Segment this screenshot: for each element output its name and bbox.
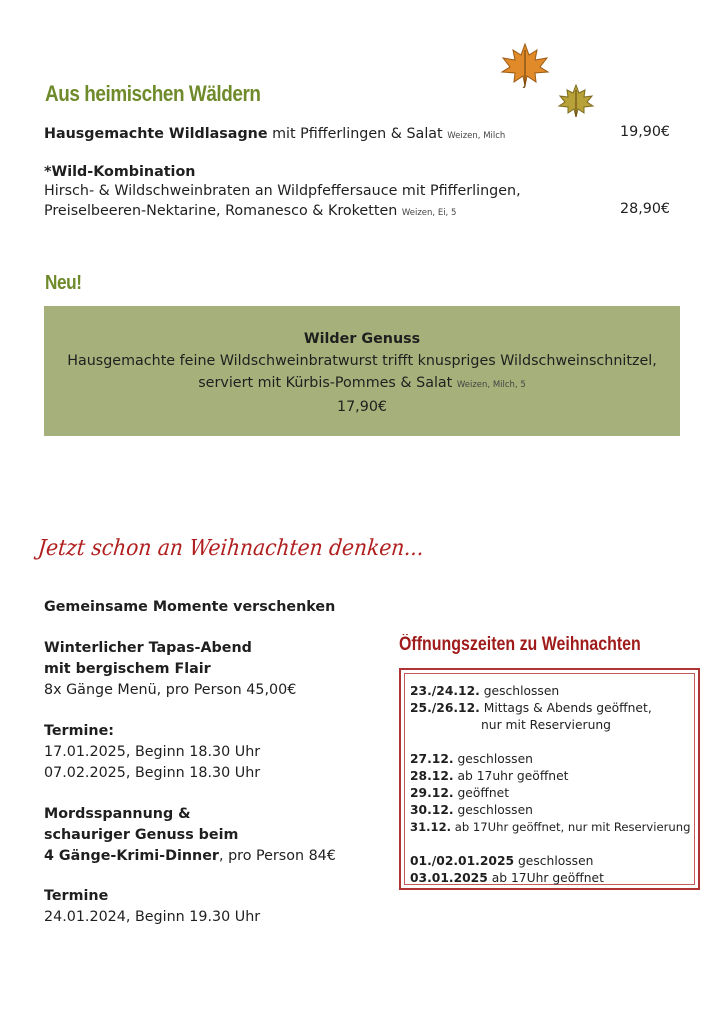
item-allergens: Weizen, Milch (447, 131, 506, 141)
hours-row (410, 768, 568, 785)
special-desc-line2 (44, 372, 680, 396)
tapas-title: mit bergischem Flair (44, 661, 211, 677)
hours-text: ab 17Uhr geöffnet, nur mit Reservierung (451, 820, 691, 834)
hours-row (410, 751, 533, 768)
hours-row (410, 819, 690, 836)
hours-text: geschlossen (514, 854, 594, 868)
hours-row (410, 700, 652, 717)
special-desc: serviert mit Kürbis-Pommes & Salat (198, 375, 453, 391)
hours-date: 31.12. (410, 820, 452, 834)
menu-item-wild-kombination-desc (44, 201, 456, 223)
item-name: *Wild-Kombination (44, 164, 196, 180)
opening-hours-box (399, 668, 700, 890)
hours-row (410, 802, 533, 819)
special-offer-box (44, 306, 680, 436)
christmas-heading: Jetzt schon an Weihnachten denken... (36, 536, 425, 561)
tapas-dates-label: Termine: (44, 723, 114, 739)
hours-date: 28.12. (410, 769, 454, 783)
hours-text: nur mit Reservierung (481, 718, 611, 732)
section-heading-new: Neu! (45, 272, 82, 294)
gift-title: Gemeinsame Momente verschenken (44, 599, 336, 615)
hours-row (410, 683, 559, 700)
krimi-dates-label: Termine (44, 888, 109, 904)
item-desc: Hirsch- & Wildschweinbraten an Wildpfeffersauce mit Pfifferlingen, (44, 183, 521, 199)
tapas-desc: 8x Gänge Menü, pro Person 45,00€ (44, 682, 297, 698)
krimi-title: schauriger Genuss beim (44, 827, 239, 843)
krimi-date: 24.01.2024, Beginn 19.30 Uhr (44, 909, 261, 925)
krimi-title: Mordsspannung & (44, 806, 191, 822)
krimi-title: 4 Gänge-Krimi-Dinner (44, 848, 219, 864)
hours-row (410, 870, 604, 887)
special-price: 17,90€ (336, 399, 388, 415)
krimi-title-line3 (44, 846, 336, 866)
krimi-price: , pro Person 84€ (218, 848, 336, 864)
hours-date: 01./02.01.2025 (410, 854, 515, 868)
tapas-title: Winterlicher Tapas-Abend (44, 640, 252, 656)
hours-date: 29.12. (410, 786, 454, 800)
item-price: 19,90€ (620, 124, 671, 140)
hours-text: ab 17uhr geöffnet (453, 769, 569, 783)
special-allergens: Weizen, Milch, 5 (456, 380, 526, 390)
tapas-date: 07.02.2025, Beginn 18.30 Uhr (44, 765, 261, 781)
item-price: 28,90€ (620, 201, 671, 217)
hours-text: geschlossen (453, 803, 533, 817)
hours-date: 30.12. (410, 803, 454, 817)
hours-row (410, 853, 593, 870)
hours-text: Mittags & Abends geöffnet, (479, 701, 652, 715)
hours-date: 25./26.12. (410, 701, 480, 715)
hours-row (481, 717, 611, 734)
hours-text: ab 17Uhr geöffnet (487, 871, 604, 885)
item-allergens: Weizen, Ei, 5 (401, 208, 457, 218)
hours-date: 27.12. (410, 752, 454, 766)
opening-hours-heading: Öffnungszeiten zu Weihnachten (399, 634, 641, 655)
menu-item-wildlasagne (44, 124, 505, 146)
item-desc: mit Pfifferlingen & Salat (267, 126, 443, 142)
hours-row (410, 785, 509, 802)
item-name: Hausgemachte Wildlasagne (44, 126, 268, 142)
maple-leaf-icon (556, 82, 596, 120)
hours-text: geöffnet (453, 786, 510, 800)
hours-text: geschlossen (453, 752, 533, 766)
section-heading-forest: Aus heimischen Wäldern (45, 81, 261, 106)
hours-date: 03.01.2025 (410, 871, 488, 885)
tapas-date: 17.01.2025, Beginn 18.30 Uhr (44, 744, 261, 760)
hours-date: 23./24.12. (410, 684, 480, 698)
special-title: Wilder Genuss (303, 331, 421, 347)
hours-text: geschlossen (479, 684, 560, 698)
special-desc-line1: Hausgemachte feine Wildschweinbratwurst trifft knuspriges Wildschweinschnitzel, (67, 353, 657, 369)
maple-leaf-icon (498, 40, 552, 88)
item-desc: Preiselbeeren-Nektarine, Romanesco & Kroketten (44, 203, 398, 219)
